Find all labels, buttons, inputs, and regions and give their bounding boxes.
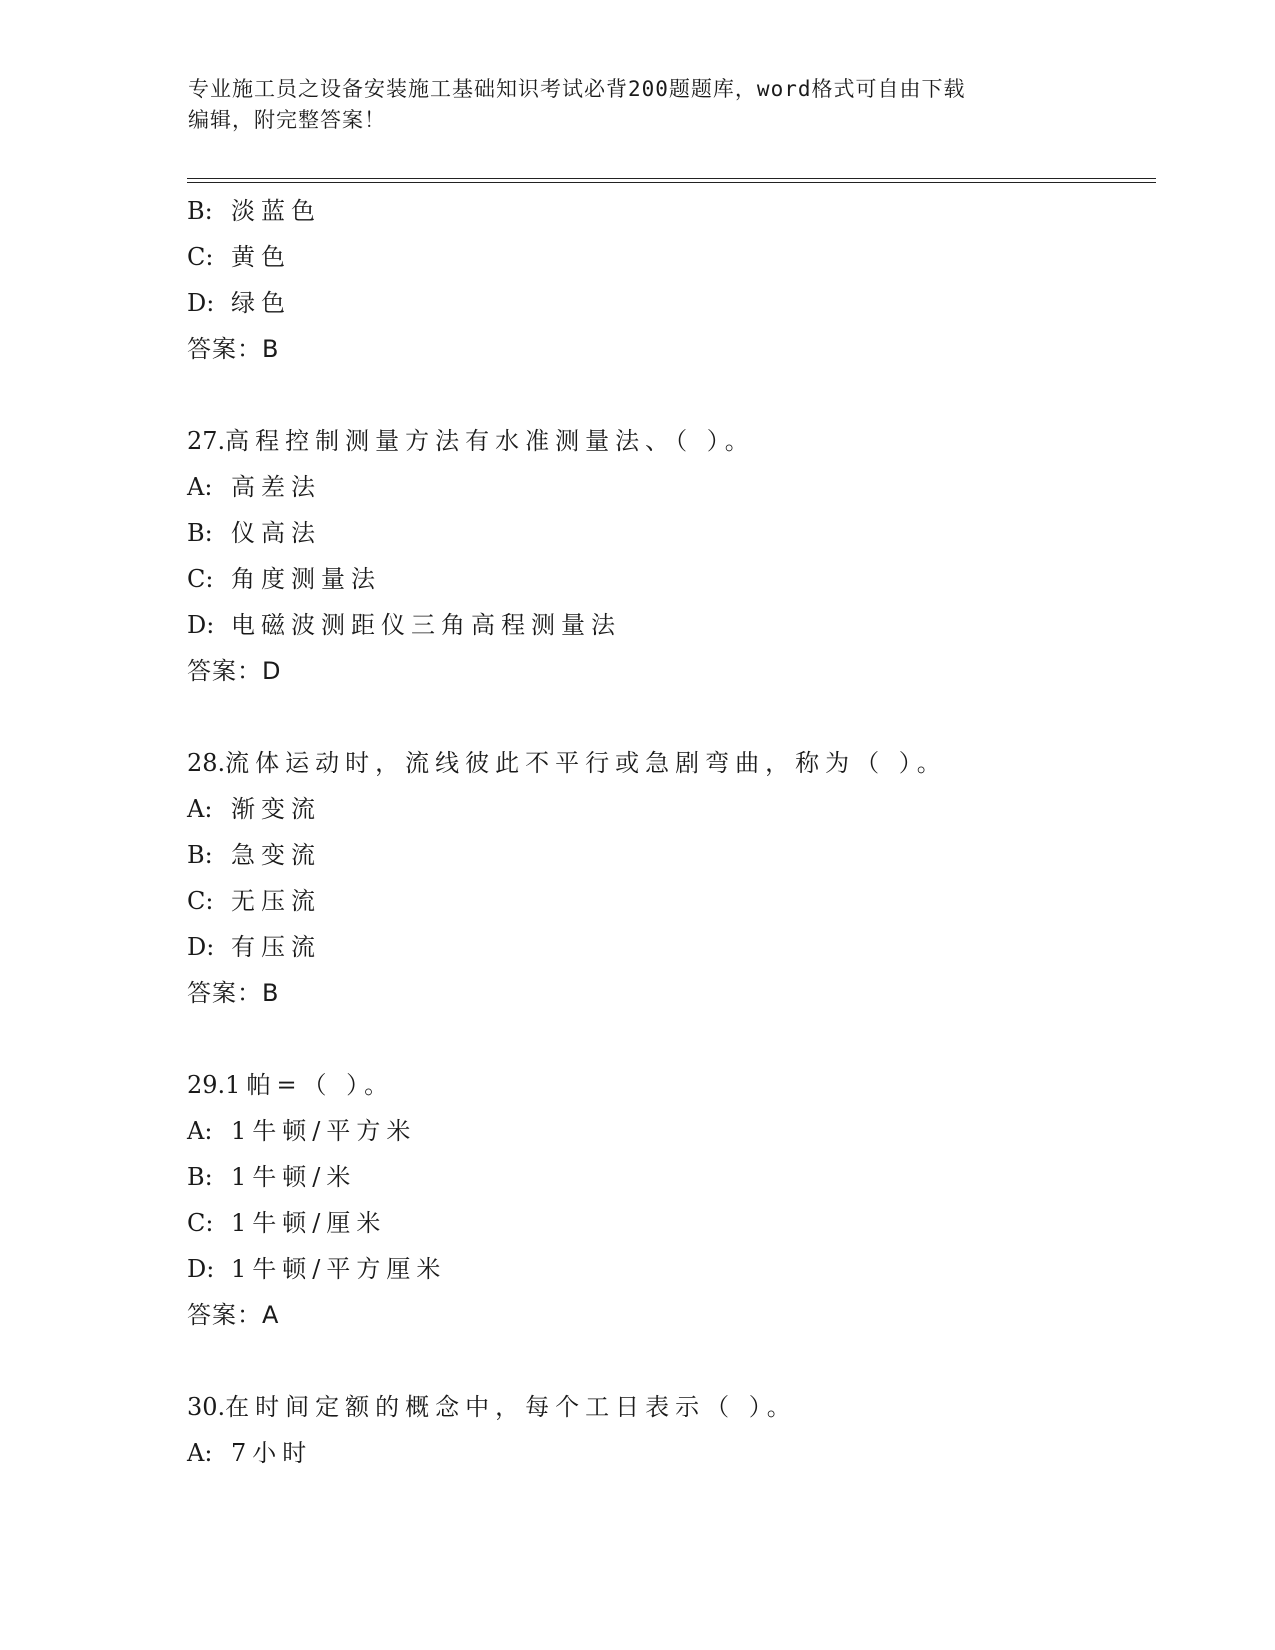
option-text: 渐变流: [231, 795, 321, 823]
option-key: A:: [187, 473, 213, 501]
option-d: [187, 924, 1147, 970]
answer-line: 答案：B: [187, 335, 280, 363]
header-divider-top: [187, 178, 1156, 179]
option-c: [187, 234, 1147, 280]
option-key: B:: [187, 1163, 213, 1191]
option-text: 急变流: [231, 841, 321, 869]
question-number: 30.: [187, 1393, 226, 1421]
question-stem: [187, 1062, 1147, 1108]
spacer: [187, 1338, 1147, 1384]
option-text: 无压流: [231, 887, 321, 915]
option-a: [187, 786, 1147, 832]
option-b: [187, 510, 1147, 556]
spacer: [187, 1016, 1147, 1062]
question-number: 29.: [187, 1071, 226, 1099]
option-key: A:: [187, 795, 213, 823]
option-key: D:: [187, 289, 215, 317]
answer-line: 答案：D: [187, 657, 282, 685]
question-26-continuation: [187, 188, 1147, 372]
option-key: B:: [187, 519, 213, 547]
option-text: 黄色: [231, 243, 291, 271]
option-a: [187, 464, 1147, 510]
option-text: 1牛顿/米: [231, 1163, 357, 1191]
option-text: 7小时: [231, 1439, 313, 1467]
option-text: 角度测量法: [231, 565, 381, 593]
question-28: [187, 740, 1147, 1016]
question-stem: [187, 740, 1147, 786]
option-text: 高差法: [231, 473, 321, 501]
option-key: B:: [187, 197, 213, 225]
option-key: C:: [187, 243, 214, 271]
option-a: [187, 1108, 1147, 1154]
option-a: [187, 1430, 1147, 1476]
answer-line: 答案：A: [187, 1301, 280, 1329]
question-27: [187, 418, 1147, 694]
option-key: C:: [187, 887, 214, 915]
spacer: [187, 372, 1147, 418]
spacer: [187, 694, 1147, 740]
answer-line: 答案：B: [187, 979, 280, 1007]
option-text: 淡蓝色: [231, 197, 321, 225]
option-text: 仪高法: [231, 519, 321, 547]
question-text: 1帕=（ ）。: [225, 1071, 395, 1099]
option-d: [187, 280, 1147, 326]
option-d: [187, 602, 1147, 648]
question-text: 高程控制测量方法有水准测量法、（ ）。: [225, 427, 755, 455]
option-key: C:: [187, 565, 214, 593]
option-key: D:: [187, 1255, 215, 1283]
option-key: C:: [187, 1209, 214, 1237]
option-text: 1牛顿/平方厘米: [231, 1255, 447, 1283]
header-title-line-2: 编辑，附完整答案！: [188, 108, 386, 132]
question-30: [187, 1384, 1147, 1476]
option-key: A:: [187, 1117, 213, 1145]
question-number: 27.: [187, 427, 226, 455]
option-text: 有压流: [231, 933, 321, 961]
option-d: [187, 1246, 1147, 1292]
option-text: 1牛顿/平方米: [231, 1117, 417, 1145]
option-text: 绿色: [231, 289, 291, 317]
option-key: D:: [187, 933, 215, 961]
option-c: [187, 878, 1147, 924]
question-list: [187, 188, 1147, 1476]
option-b: [187, 1154, 1147, 1200]
question-29: [187, 1062, 1147, 1338]
option-key: B:: [187, 841, 213, 869]
option-c: [187, 556, 1147, 602]
header-title-line-1: 专业施工员之设备安装施工基础知识考试必背200题题库，word格式可自由下载: [188, 77, 966, 101]
option-b: [187, 188, 1147, 234]
document-header: [188, 74, 1088, 136]
option-b: [187, 832, 1147, 878]
option-text: 电磁波测距仪三角高程测量法: [231, 611, 621, 639]
option-key: A:: [187, 1439, 213, 1467]
question-text: 在时间定额的概念中，每个工日表示（ ）。: [225, 1393, 797, 1421]
option-text: 1牛顿/厘米: [231, 1209, 387, 1237]
question-text: 流体运动时，流线彼此不平行或急剧弯曲，称为（ ）。: [225, 749, 947, 777]
option-c: [187, 1200, 1147, 1246]
question-number: 28.: [187, 749, 226, 777]
question-stem: [187, 418, 1147, 464]
question-stem: [187, 1384, 1147, 1430]
header-divider-bottom: [187, 182, 1156, 183]
option-key: D:: [187, 611, 215, 639]
